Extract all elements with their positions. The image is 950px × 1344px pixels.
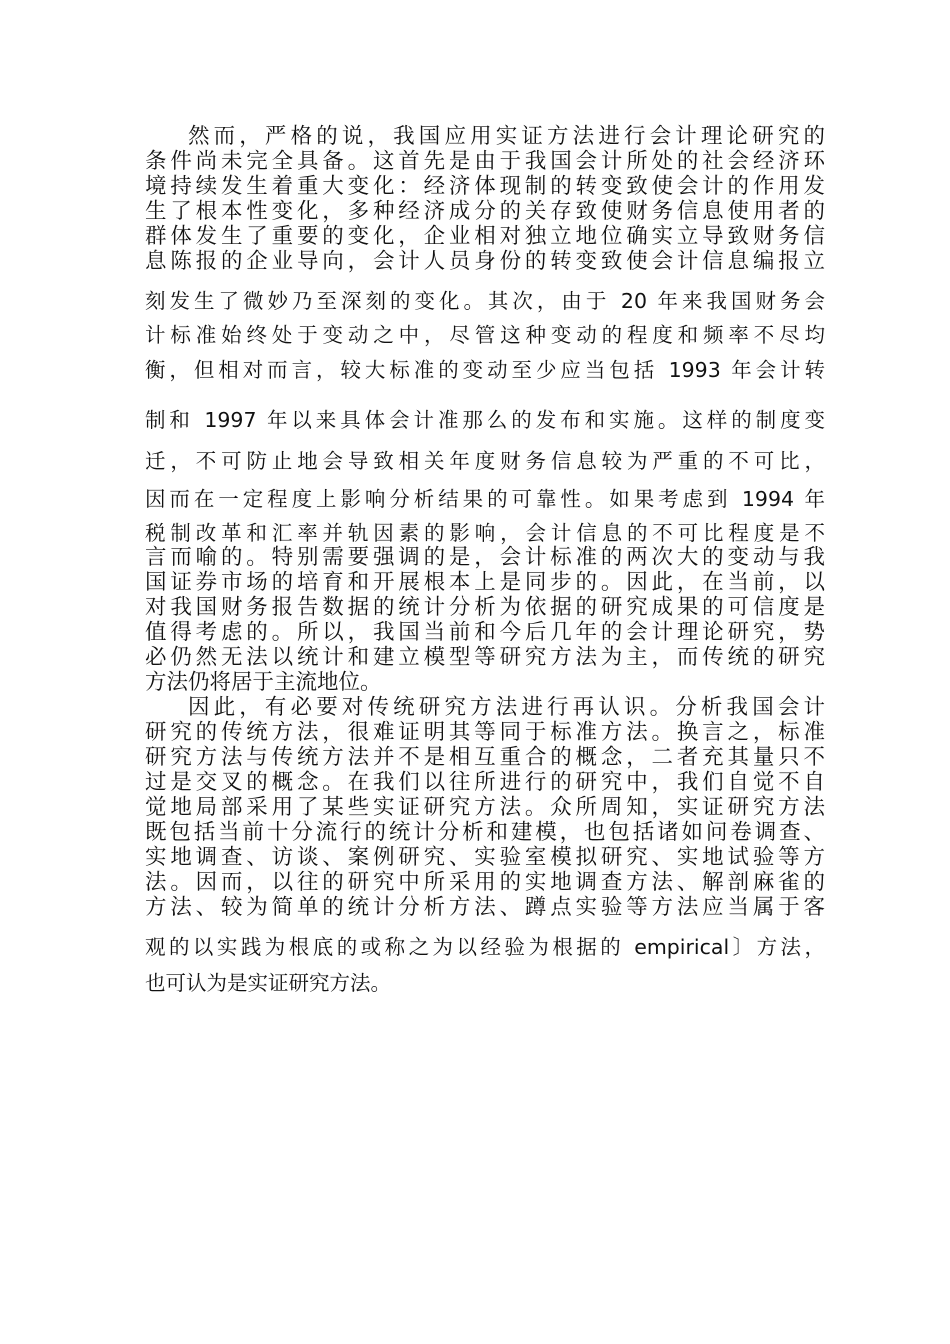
paragraph-1-line: 群体发生了重要的变化，企业相对独立地位确实立导致财务信 <box>145 224 825 249</box>
paragraph-1-line: 然而，严格的说，我国应用实证方法进行会计理论研究的 <box>188 124 825 149</box>
paragraph-1-line: 刻发生了微妙乃至深刻的变化。其次，由于 20 年来我国财务会 <box>145 289 825 313</box>
paragraph-1-line: 值得考虑的。所以，我国当前和今后几年的会计理论研究，势 <box>145 620 825 645</box>
paragraph-1-line: 制和 1997 年以来具体会计准那么的发布和实施。这样的制度变 <box>145 408 825 432</box>
paragraph-2-line: 因此，有必要对传统研究方法进行再认识。分析我国会计 <box>188 695 825 720</box>
paragraph-2-line: 实地调查、访谈、案例研究、实验室模拟研究、实地试验等方 <box>145 845 825 870</box>
paragraph-1-line: 国证券市场的培育和开展根本上是同步的。因此，在当前，以 <box>145 570 825 595</box>
paragraph-1-line: 计标准始终处于变动之中，尽管这种变动的程度和频率不尽均 <box>145 323 825 347</box>
paragraph-1-line: 方法仍将居于主流地位。 <box>145 670 382 695</box>
paragraph-1-line: 对我国财务报告数据的统计分析为依据的研究成果的可信度是 <box>145 595 825 620</box>
paragraph-1-line: 因而在一定程度上影响分析结果的可靠性。如果考虑到 1994 年 <box>145 487 825 511</box>
paragraph-1-line: 衡，但相对而言，较大标准的变动至少应当包括 1993 年会计转 <box>145 358 825 382</box>
paragraph-1-line: 必仍然无法以统计和建立模型等研究方法为主，而传统的研究 <box>145 645 825 670</box>
paragraph-2-line: 觉地局部采用了某些实证研究方法。众所周知，实证研究方法 <box>145 795 825 820</box>
paragraph-1-line: 境持续发生着重大变化：经济体现制的转变致使会计的作用发 <box>145 174 825 199</box>
paragraph-1-line: 条件尚未完全具备。这首先是由于我国会计所处的社会经济环 <box>145 149 825 174</box>
paragraph-2-line: 也可认为是实证研究方法。 <box>145 971 391 995</box>
paragraph-1-line: 言而喻的。特别需要强调的是，会计标准的两次大的变动与我 <box>145 545 825 570</box>
paragraph-2-line: 既包括当前十分流行的统计分析和建模，也包括诸如问卷调查、 <box>145 820 825 845</box>
paragraph-2-line: 观的以实践为根底的或称之为以经验为根据的 empirical〕方法， <box>145 935 825 959</box>
paragraph-1-line: 迁，不可防止地会导致相关年度财务信息较为严重的不可比， <box>145 449 825 473</box>
paragraph-2-line: 研究方法与传统方法并不是相互重合的概念，二者充其量只不 <box>145 745 825 770</box>
paragraph-2-line: 法。因而，以往的研究中所采用的实地调查方法、解剖麻雀的 <box>145 870 825 895</box>
paragraph-1-line: 息陈报的企业导向，会计人员身份的转变致使会计信息编报立 <box>145 249 825 274</box>
paragraph-2-line: 方法、较为简单的统计分析方法、蹲点实验等方法应当属于客 <box>145 895 825 920</box>
paragraph-1-line: 税制改革和汇率并轨因素的影响，会计信息的不可比程度是不 <box>145 521 825 545</box>
paragraph-1-line: 生了根本性变化，多种经济成分的关存致使财务信息使用者的 <box>145 199 825 224</box>
paragraph-2-line: 研究的传统方法，很难证明其等同于标准方法。换言之，标准 <box>145 720 825 745</box>
paragraph-2-line: 过是交叉的概念。在我们以往所进行的研究中，我们自觉不自 <box>145 770 825 795</box>
